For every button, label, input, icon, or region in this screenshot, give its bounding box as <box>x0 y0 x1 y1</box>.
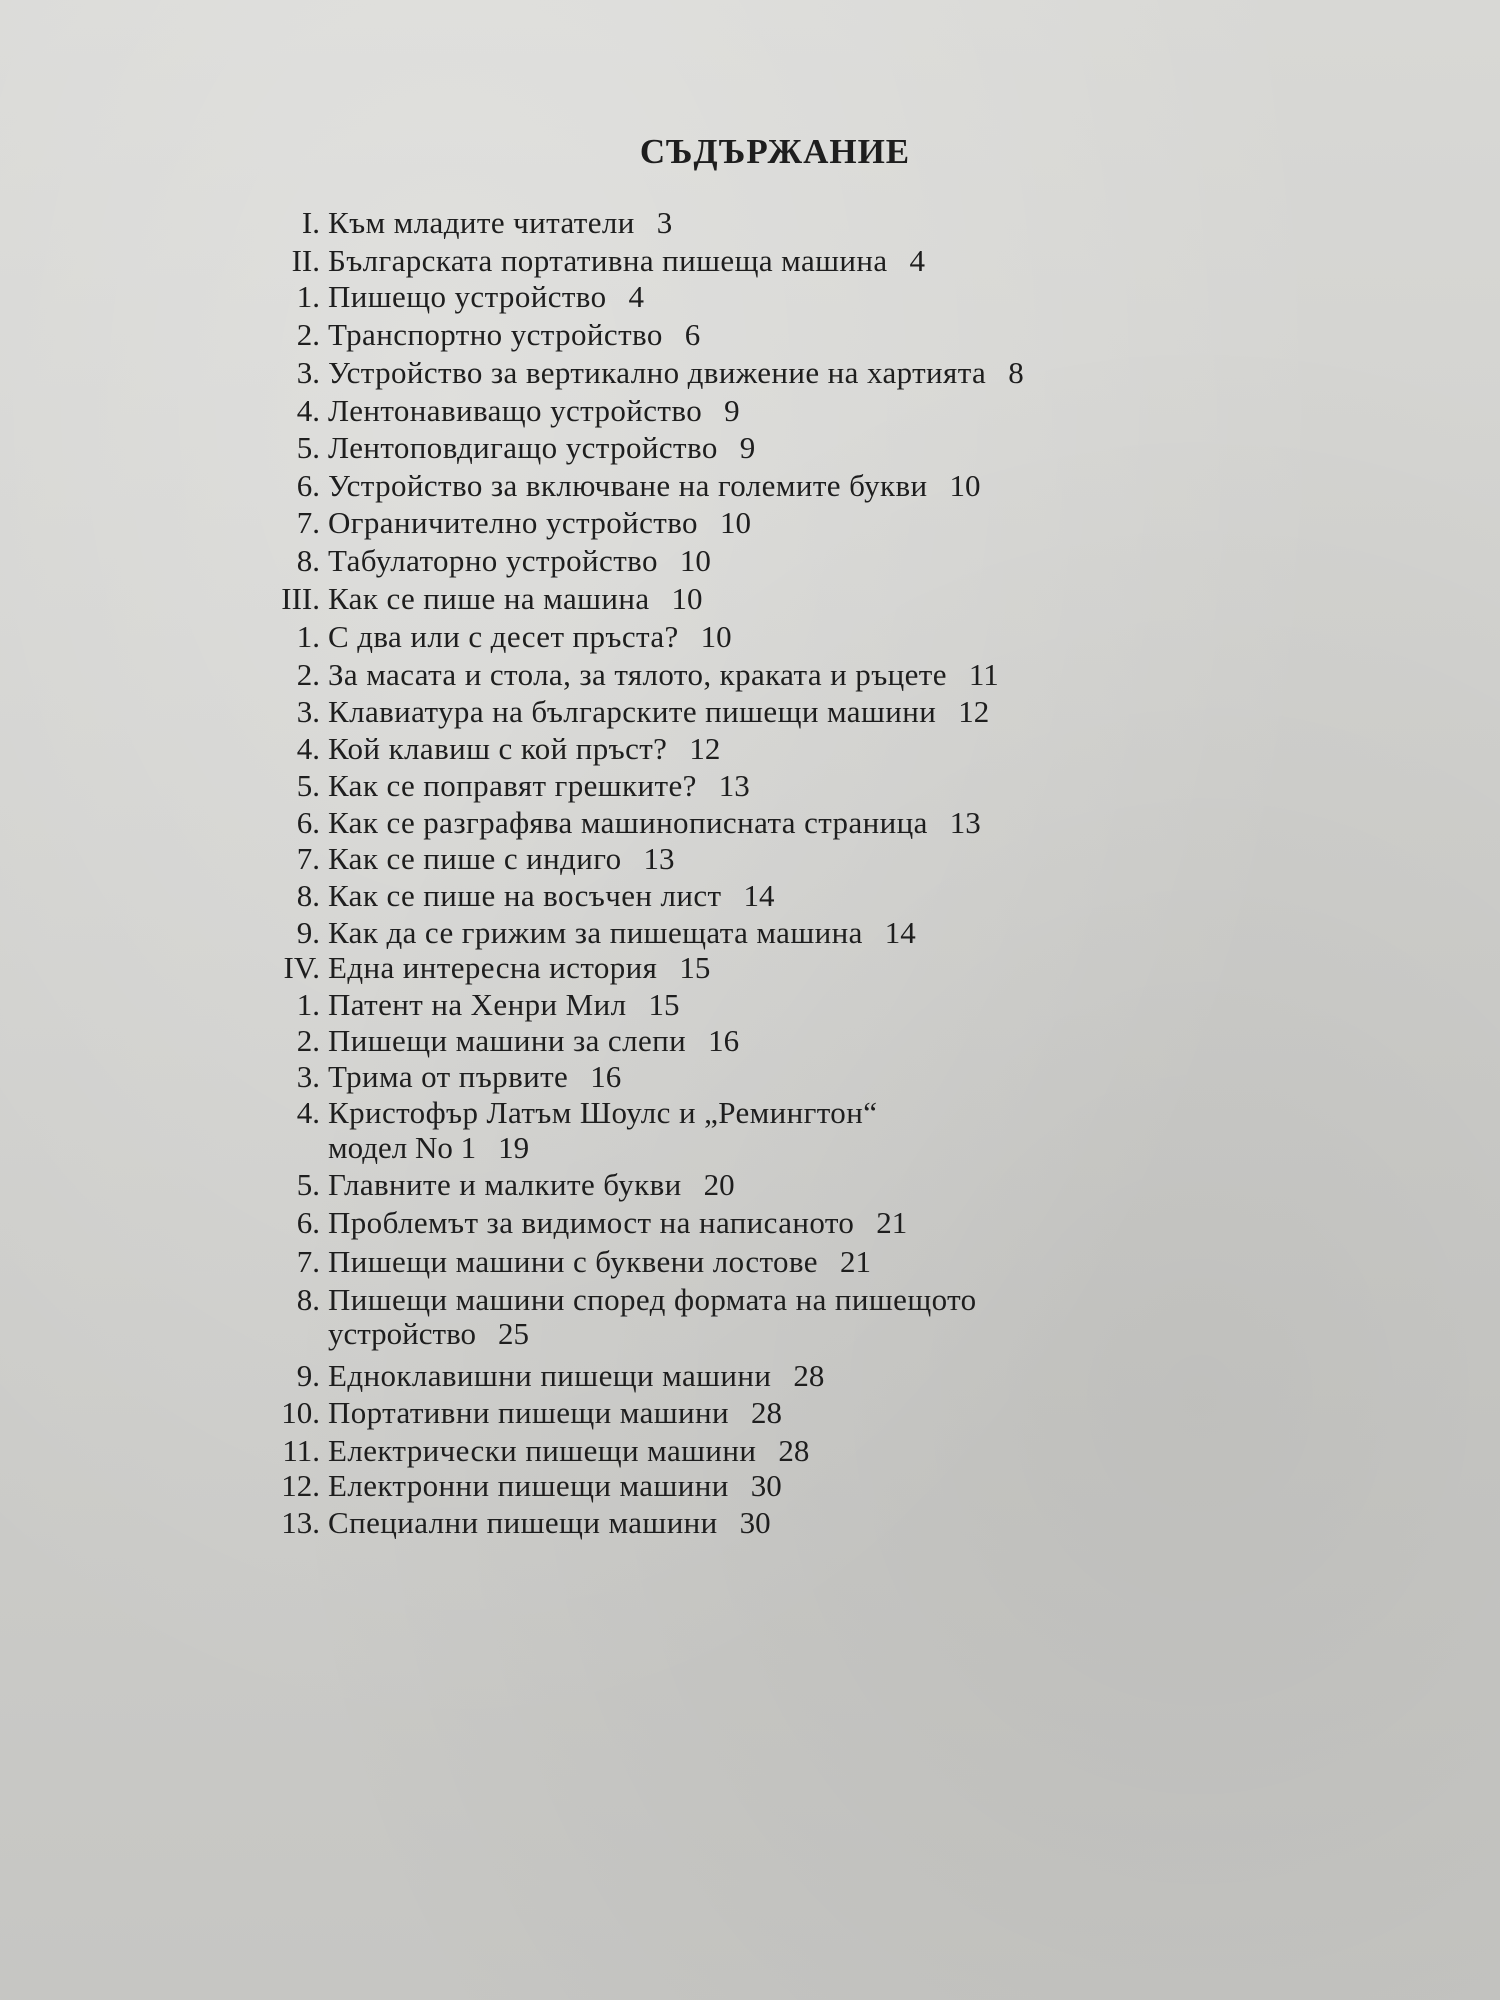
toc-entry-page: 28 <box>751 1395 782 1430</box>
toc-entry-title: Трима от първите <box>328 1059 569 1094</box>
toc-entry-page: 10 <box>700 619 732 654</box>
toc-entry-title: Как да се грижим за пишещата машина <box>328 915 863 950</box>
toc-entry <box>260 430 755 466</box>
toc-entry <box>260 878 775 914</box>
toc-entry <box>260 619 732 655</box>
toc-entry-page: 16 <box>590 1059 622 1094</box>
toc-entry-number: 8. <box>296 1282 320 1317</box>
toc-entry-title: Кой клавиш с кой пръст? <box>328 731 668 766</box>
toc-entry <box>260 950 710 986</box>
toc-entry-page: 14 <box>743 878 775 913</box>
toc-entry-number: 10. <box>281 1395 320 1430</box>
toc-entry-title: Как се поправят грешките? <box>328 768 697 803</box>
toc-entry-page: 6 <box>684 317 701 352</box>
toc-entry-page: 9 <box>739 430 756 465</box>
toc-entry-title: Лентоповдигащо устройство <box>328 430 718 465</box>
toc-entry <box>260 657 999 693</box>
toc-entry <box>260 987 679 1023</box>
toc-entry-title: За масата и стола, за тялото, краката и ръцете <box>328 657 947 692</box>
toc-entry-title: Специални пишещи машини <box>328 1505 718 1540</box>
toc-entry <box>260 915 916 951</box>
toc-entry-number: 3. <box>296 694 320 729</box>
toc-entry <box>260 317 700 353</box>
toc-entry <box>260 805 981 841</box>
toc-entry <box>260 1282 977 1318</box>
toc-entry-title: Проблемът за видимост на написаното <box>328 1205 855 1240</box>
toc-entry-title: Устройство за включване на големите букви <box>328 468 928 503</box>
toc-entry-number: 13. <box>281 1505 320 1540</box>
toc-entry <box>260 581 703 617</box>
toc-entry <box>260 731 720 767</box>
toc-entry-number: 2. <box>296 1023 320 1058</box>
toc-entry-title: Лентонавиващо устройство <box>328 393 703 428</box>
toc-entry-title: Пишещи машини според формата на пишещото <box>328 1282 977 1317</box>
toc-entry <box>260 1358 824 1394</box>
toc-entry-page: 8 <box>1008 355 1024 390</box>
toc-entry-number: 6. <box>296 805 320 840</box>
toc-entry-page: 28 <box>793 1358 825 1393</box>
toc-entry-title: Електронни пишещи машини <box>328 1468 729 1503</box>
toc-entry-number: 9. <box>296 915 320 950</box>
toc-entry-number: 11. <box>282 1433 320 1468</box>
toc-entry-number: 3. <box>296 355 320 390</box>
toc-entry <box>260 768 750 804</box>
toc-entry-page: 13 <box>718 768 750 803</box>
toc-entry <box>260 1205 907 1241</box>
toc-entry-title: Кристофър Латъм Шоулс и „Ремингтон“ <box>328 1095 878 1130</box>
toc-entry-title: Патент на Хенри Мил <box>328 987 627 1022</box>
toc-entry <box>260 468 980 504</box>
toc-entry <box>260 279 644 315</box>
toc-entry-number: 3. <box>296 1059 320 1094</box>
toc-entry-title: Пишещи машини за слепи <box>328 1023 687 1058</box>
toc-entry <box>260 1395 782 1431</box>
toc-entry-page: 20 <box>703 1167 735 1202</box>
toc-entry-page: 16 <box>708 1023 740 1058</box>
toc-entry-number: 9. <box>296 1358 320 1393</box>
toc-entry <box>260 1095 877 1131</box>
toc-entry <box>260 393 740 429</box>
toc-entry <box>328 1130 529 1166</box>
toc-entry-page: 10 <box>679 543 711 578</box>
toc-entry-title: Как се пише с индиго <box>328 841 622 876</box>
toc-entry-title: Българската портативна пишеща машина <box>328 243 888 278</box>
toc-entry-number: 5. <box>296 1167 320 1202</box>
toc-entry-title: Електрически пишещи машини <box>328 1433 757 1468</box>
toc-entry-number: IV. <box>283 950 320 985</box>
toc-entry-page: 21 <box>839 1244 871 1279</box>
toc-entry-number: 2. <box>296 657 320 692</box>
toc-entry-page: 10 <box>949 468 981 503</box>
toc-entry <box>260 694 989 730</box>
toc-entry-page: 12 <box>958 694 990 729</box>
toc-entry-title: Устройство за вертикално движение на хартията <box>328 355 987 390</box>
toc-entry-number: 4. <box>296 393 320 428</box>
toc-entry-page: 13 <box>643 841 675 876</box>
toc-entry-page: 14 <box>884 915 916 950</box>
toc-entry-number: 5. <box>296 768 320 803</box>
toc-entry-number: 5. <box>296 430 320 465</box>
toc-entry-title: Как се пише на восъчен лист <box>328 878 722 913</box>
toc-entry-page: 19 <box>498 1130 530 1165</box>
toc-entry-number: 7. <box>296 841 320 876</box>
toc-entry-page: 13 <box>949 805 981 840</box>
toc-entry-number: II. <box>291 243 320 278</box>
toc-entry-number: 12. <box>281 1468 320 1503</box>
toc-entry-title: Едноклавишни пишещи машини <box>328 1358 772 1393</box>
toc-entry <box>260 505 751 541</box>
toc-entry-title: Как се пише на машина <box>328 581 650 616</box>
toc-entry-page: 4 <box>628 279 645 314</box>
toc-entry-number: 2. <box>296 317 320 352</box>
toc-entry-number: III. <box>281 581 320 616</box>
toc-entry-number: 8. <box>296 543 320 578</box>
toc-entry-title: Транспортно устройство <box>328 317 663 352</box>
toc-entry-number: 1. <box>296 987 320 1022</box>
toc-entry-page: 10 <box>719 505 751 540</box>
toc-entry-title: Портативни пишещи машини <box>328 1395 729 1430</box>
toc-entry-number: 4. <box>296 1095 320 1130</box>
toc-entry <box>260 1059 621 1095</box>
toc-entry-page: 9 <box>724 393 740 428</box>
toc-entry-title: С два или с десет пръста? <box>328 619 679 654</box>
toc-entry-number: 6. <box>296 468 320 503</box>
toc-entry-number: 8. <box>296 878 320 913</box>
toc-entry-number: 1. <box>296 619 320 654</box>
toc-entry <box>260 1433 809 1469</box>
toc-entry <box>260 243 925 279</box>
toc-entry-title: Главните и малките букви <box>328 1167 682 1202</box>
toc-entry <box>260 841 675 877</box>
toc-entry-page: 11 <box>968 657 999 692</box>
toc-entry-page: 28 <box>778 1433 810 1468</box>
toc-entry-title: Една интересна история <box>328 950 658 985</box>
toc-entry-page: 30 <box>750 1468 782 1503</box>
toc-entry-title: устройство <box>328 1316 477 1351</box>
toc-entry <box>260 1468 782 1504</box>
toc-entry-page: 25 <box>498 1316 530 1351</box>
toc-entry-title: Пишещо устройство <box>328 279 607 314</box>
toc-entry-title: Към младите читатели <box>328 205 635 240</box>
toc-entry-title: Табулаторно устройство <box>328 543 658 578</box>
toc-entry-page: 12 <box>689 731 721 766</box>
toc-entry-page: 15 <box>679 950 711 985</box>
toc-entry-page: 21 <box>876 1205 908 1240</box>
toc-entry-number: 7. <box>296 1244 320 1279</box>
toc-entry-number: 4. <box>296 731 320 766</box>
page-title: СЪДЪРЖАНИЕ <box>639 132 911 171</box>
toc-entry <box>328 1316 529 1352</box>
toc-entry-page: 10 <box>671 581 703 616</box>
toc-entry-number: 1. <box>296 279 320 314</box>
toc-entry <box>260 543 711 579</box>
toc-entry-number: 7. <box>296 505 320 540</box>
toc-entry-page: 3 <box>656 205 673 240</box>
toc-entry-title: Пишещи машини с буквени лостове <box>328 1244 818 1279</box>
toc-entry <box>260 1023 739 1059</box>
toc-entry <box>260 1244 871 1280</box>
toc-entry <box>260 205 672 241</box>
toc-entry-number: 6. <box>296 1205 320 1240</box>
toc-entry-page: 15 <box>648 987 680 1022</box>
toc-entry-title: Как се разграфява машинописната страница <box>328 805 928 840</box>
toc-entry-number: I. <box>301 205 320 240</box>
toc-entry <box>260 1167 735 1203</box>
toc-entry <box>260 355 1024 391</box>
toc-entry-page: 4 <box>909 243 926 278</box>
toc-entry-title: Клавиатура на българските пишещи машини <box>328 694 937 729</box>
toc-entry-page: 30 <box>739 1505 771 1540</box>
toc-entry <box>260 1505 771 1541</box>
toc-entry-title: модел No 1 <box>328 1130 477 1165</box>
toc-entry-title: Ограничително устройство <box>328 505 698 540</box>
